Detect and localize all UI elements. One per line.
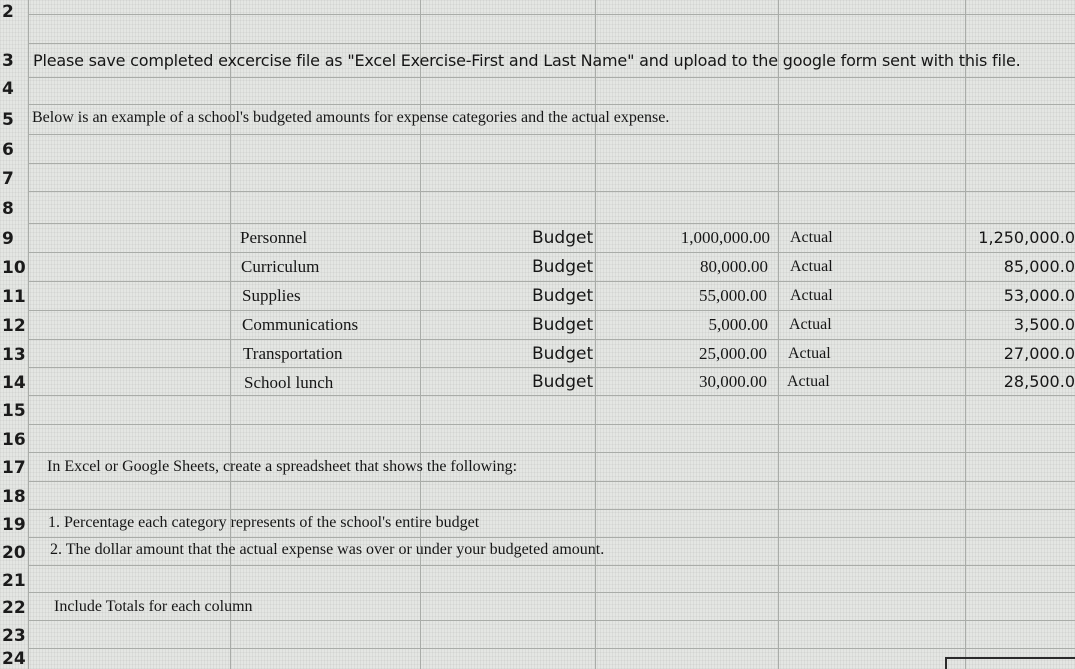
gridline <box>28 592 1075 593</box>
intro-text-cell[interactable]: Below is an example of a school's budgeted amounts for expense categories and the actual expense. <box>32 109 670 126</box>
row-header[interactable]: 4 <box>2 79 14 99</box>
row-header[interactable]: 13 <box>2 344 26 365</box>
category-cell[interactable]: Transportation <box>243 344 343 363</box>
totals-note-cell[interactable]: Include Totals for each column <box>54 598 253 615</box>
gridline <box>28 648 1075 649</box>
gridline <box>28 424 1075 425</box>
gridline <box>28 43 1075 44</box>
category-cell[interactable]: Communications <box>242 315 359 334</box>
gridline <box>28 223 1075 224</box>
budget-amount-cell[interactable]: 5,000.00 <box>708 315 768 334</box>
row-header[interactable]: 10 <box>2 257 26 278</box>
gridline <box>28 104 1075 105</box>
gridline <box>28 163 1075 164</box>
row-header[interactable]: 16 <box>2 429 26 450</box>
row-header[interactable]: 19 <box>2 514 26 535</box>
gridline <box>28 339 1075 340</box>
actual-label-cell[interactable]: Actual <box>790 258 833 275</box>
row-header[interactable]: 18 <box>2 486 26 507</box>
actual-label-cell[interactable]: Actual <box>789 316 832 333</box>
category-cell[interactable]: Personnel <box>240 228 308 247</box>
gridline <box>28 77 1075 78</box>
actual-amount-cell[interactable]: 27,000.0 <box>1003 344 1075 363</box>
actual-amount-cell[interactable]: 85,000.0 <box>1003 257 1075 276</box>
actual-amount-cell[interactable]: 28,500.0 <box>1003 372 1075 391</box>
budget-label-cell[interactable]: Budget <box>532 286 594 306</box>
budget-label-cell[interactable]: Budget <box>532 315 594 335</box>
row-header[interactable]: 7 <box>2 168 14 189</box>
gridline <box>230 0 231 669</box>
category-cell[interactable]: Supplies <box>242 286 301 305</box>
budget-amount-cell[interactable]: 30,000.00 <box>699 372 767 391</box>
row-header[interactable]: 20 <box>2 542 26 563</box>
gridline <box>28 310 1075 311</box>
active-cell-selection[interactable] <box>945 657 1075 669</box>
task-1-cell[interactable]: 1. Percentage each category represents of the school's entire budget <box>48 514 480 531</box>
gridline <box>28 565 1075 566</box>
actual-label-cell[interactable]: Actual <box>788 345 831 362</box>
row-header[interactable]: 23 <box>2 625 26 646</box>
gridline <box>28 191 1075 192</box>
budget-label-cell[interactable]: Budget <box>532 372 594 392</box>
gridline <box>28 452 1075 453</box>
row-header[interactable]: 14 <box>2 372 26 393</box>
budget-label-cell[interactable]: Budget <box>532 228 594 248</box>
gridline <box>28 537 1075 538</box>
budget-label-cell[interactable]: Budget <box>532 257 594 277</box>
row-header[interactable]: 5 <box>2 109 14 130</box>
gridline <box>28 367 1075 368</box>
budget-amount-cell[interactable]: 55,000.00 <box>699 286 767 305</box>
gridline <box>28 481 1075 482</box>
actual-label-cell[interactable]: Actual <box>790 229 833 246</box>
row-header[interactable]: 15 <box>2 400 26 421</box>
row-header[interactable]: 9 <box>2 228 14 249</box>
actual-label-cell[interactable]: Actual <box>787 373 830 390</box>
budget-label-cell[interactable]: Budget <box>532 344 594 364</box>
gridline <box>778 0 779 669</box>
category-cell[interactable]: Curriculum <box>241 257 320 276</box>
instruction-save-cell[interactable]: Please save completed excercise file as "Excel Exercise-First and Last Name" and upload to the google form sent with this file. <box>33 51 1021 70</box>
budget-amount-cell[interactable]: 1,000,000.00 <box>680 228 770 247</box>
gridline <box>28 395 1075 396</box>
gridline <box>420 0 421 669</box>
gridline <box>28 252 1075 253</box>
gridline <box>28 134 1075 135</box>
row-header[interactable]: 6 <box>2 139 14 160</box>
row-header[interactable]: 11 <box>2 286 26 307</box>
actual-label-cell[interactable]: Actual <box>790 287 833 304</box>
gridline <box>28 14 1075 15</box>
task-2-cell[interactable]: 2. The dollar amount that the actual expense was over or under your budgeted amount. <box>50 541 605 558</box>
budget-amount-cell[interactable]: 25,000.00 <box>699 344 767 363</box>
row-header[interactable]: 17 <box>2 457 26 478</box>
budget-amount-cell[interactable]: 80,000.00 <box>700 257 768 276</box>
gridline <box>28 620 1075 621</box>
row-header[interactable]: 22 <box>2 597 26 618</box>
task-intro-cell[interactable]: In Excel or Google Sheets, create a spreadsheet that shows the following: <box>47 458 518 475</box>
gridline <box>28 281 1075 282</box>
row-header[interactable]: 12 <box>2 315 26 336</box>
gridline <box>28 509 1075 510</box>
actual-amount-cell[interactable]: 1,250,000.0 <box>978 228 1075 247</box>
row-header[interactable]: 3 <box>2 50 14 71</box>
gridline <box>595 0 596 669</box>
row-header[interactable]: 21 <box>2 570 26 591</box>
row-header[interactable]: 8 <box>2 198 14 219</box>
actual-amount-cell[interactable]: 3,500.0 <box>1013 315 1075 334</box>
actual-amount-cell[interactable]: 53,000.0 <box>1003 286 1075 305</box>
row-header[interactable]: 2 <box>2 2 14 22</box>
row-header[interactable]: 24 <box>2 648 26 669</box>
category-cell[interactable]: School lunch <box>244 373 334 392</box>
